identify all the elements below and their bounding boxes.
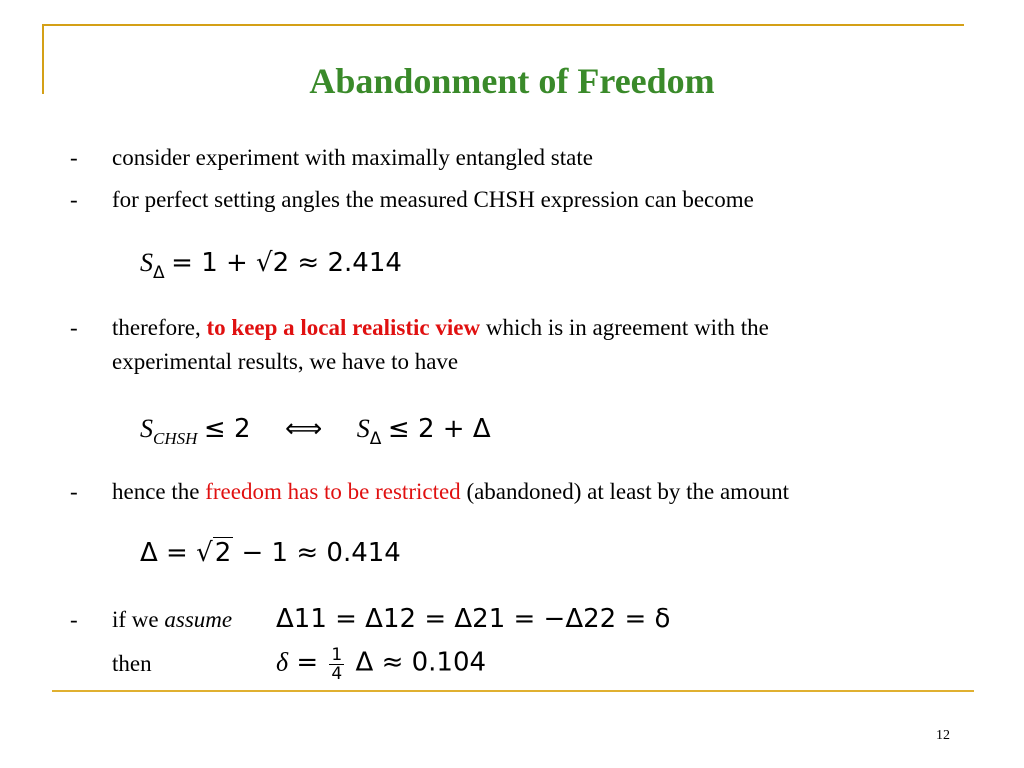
equation-delta-quarter: δ = $\frac{1}{4}$ Δ ≈ 0.104 [276, 645, 487, 684]
bullet-text-3: therefore, to keep a local realistic view which is in agreement with the [112, 315, 769, 340]
equation-s-delta: $S_\Delta = 1 + √2 \approx 2.414$ [140, 248, 402, 283]
emphasis-freedom-restricted: freedom has to be restricted [205, 479, 461, 504]
bullet-text-5: if we assume [112, 607, 233, 632]
equation-delta-equalities: Δ11 = Δ12 = Δ21 = −Δ22 = δ [276, 604, 671, 634]
bullet-marker: - [70, 607, 78, 632]
bullet-text-3-line2: experimental results, we have to have [112, 349, 459, 374]
equation-chsh-bound: $S_{CHSH} \le 2$ ⟺ $S_\Delta \le 2 + \Delta$ [140, 414, 491, 449]
bullet-text-1: consider experiment with maximally entangled state [112, 145, 593, 170]
bullet-text-2: for perfect setting angles the measured CHSH expression can become [112, 187, 754, 212]
frame-top-line [42, 24, 964, 26]
bullet-marker: - [70, 187, 78, 212]
bullet-text-4: hence the freedom has to be restricted (abandoned) at least by the amount [112, 479, 789, 504]
bullet-marker: - [70, 145, 78, 170]
then-label: then [112, 651, 152, 676]
page-number: 12 [936, 728, 950, 743]
equation-delta-value: Δ = √2 − 1 ≈ 0.414 [140, 538, 401, 568]
bullet-marker: - [70, 315, 78, 340]
bottom-rule [52, 690, 974, 692]
bullet-marker: - [70, 479, 78, 504]
slide-title: Abandonment of Freedom [309, 61, 715, 101]
emphasis-local-realistic: to keep a local realistic view [206, 315, 481, 340]
